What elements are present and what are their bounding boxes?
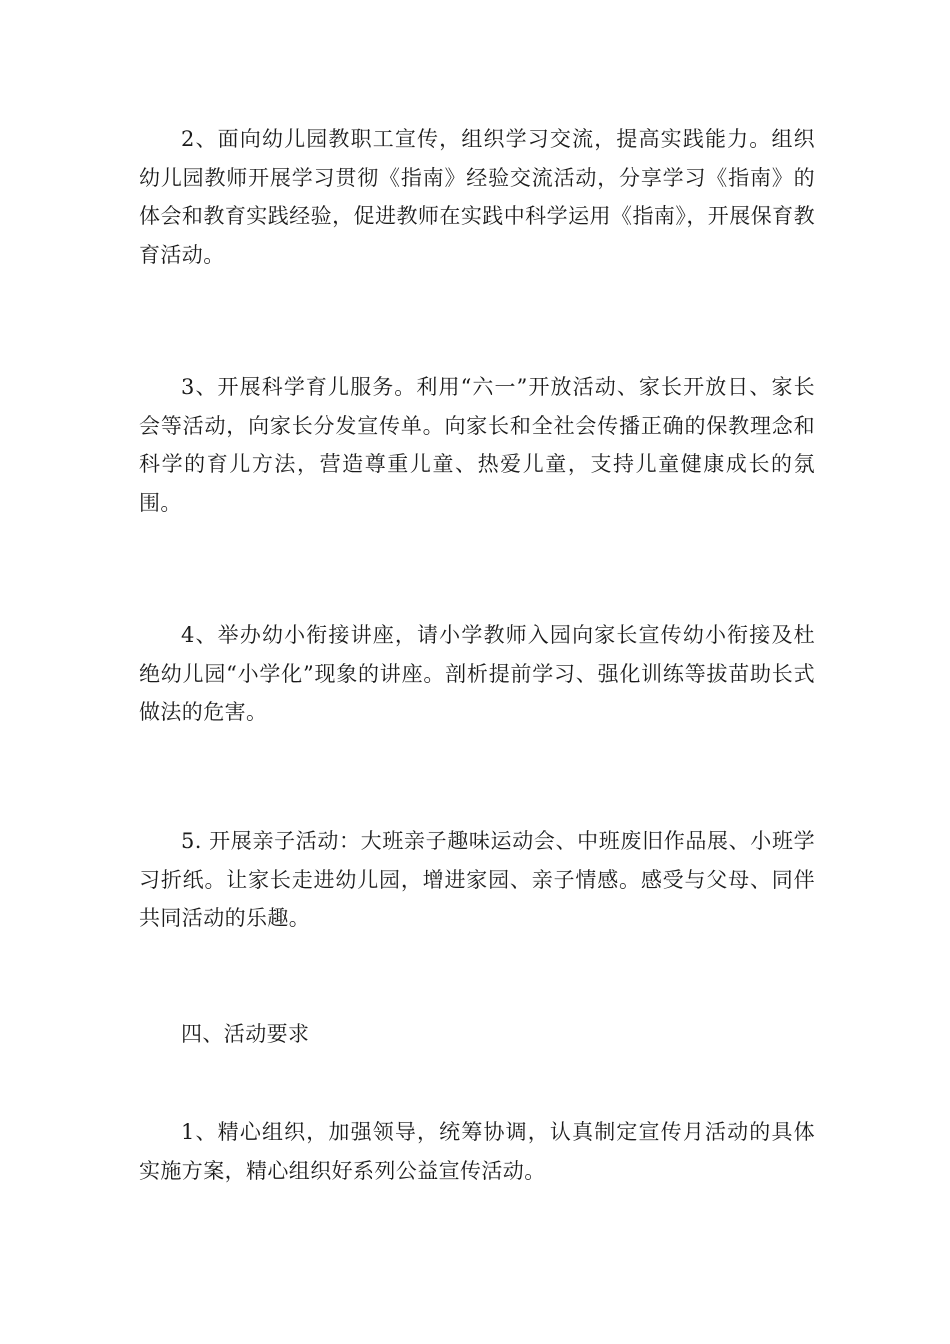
paragraph-4-transition-lecture: 4、举办幼小衔接讲座，请小学教师入园向家长宣传幼小衔接及杜绝幼儿园“小学化”现象的讲座。剖析提前学习、强化训练等拔苗助长式做法的危害。: [139, 623, 815, 724]
paragraph-2-staff-publicity: 2、面向幼儿园教职工宣传，组织学习交流，提高实践能力。组织幼儿园教师开展学习贯彻《指南》经验交流活动，分享学习《指南》的体会和教育实践经验，促进教师在实践中科学运用《指南》，开展保育教育活动。: [139, 127, 815, 267]
paragraph-3-parenting-service: 3、开展科学育儿服务。利用“六一”开放活动、家长开放日、家长会等活动，向家长分发宣传单。向家长和全社会传播正确的保教理念和科学的育儿方法，营造尊重儿童、热爱儿童，支持儿童健康成长的氛围。: [139, 375, 815, 515]
paragraph-5-parent-child-activity: 5. 开展亲子活动：大班亲子趣味运动会、中班废旧作品展、小班学习折纸。让家长走进幼儿园，增进家园、亲子情感。感受与父母、同伴共同活动的乐趣。: [139, 829, 815, 930]
section-heading-activity-requirements: 四、活动要求: [181, 1022, 310, 1046]
paragraph-1-organization: 1、精心组织，加强领导，统筹协调，认真制定宣传月活动的具体实施方案，精心组织好系列公益宣传活动。: [139, 1120, 815, 1183]
